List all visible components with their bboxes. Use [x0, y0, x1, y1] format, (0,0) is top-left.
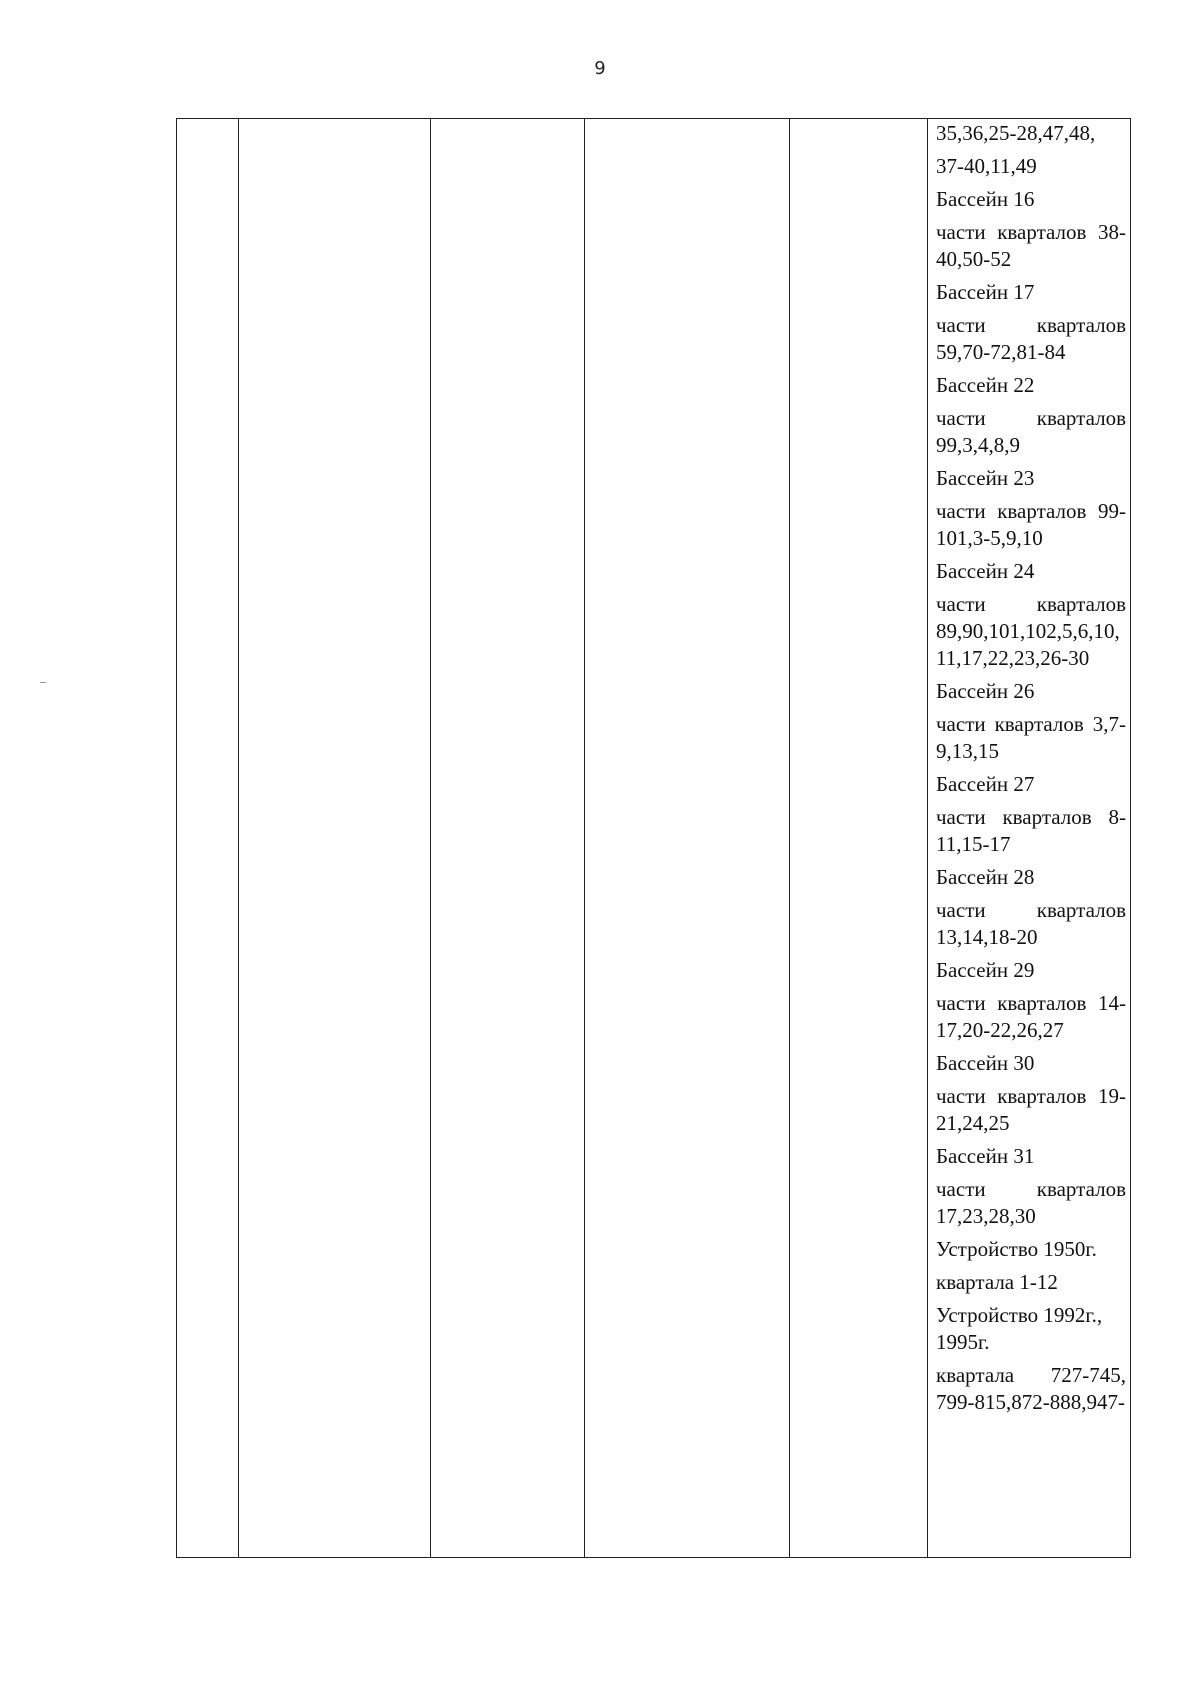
column-divider: [584, 119, 585, 1557]
cell-entry: 35,36,25-28,47,48,: [936, 121, 1096, 145]
cell-entry: Бассейн 22: [936, 373, 1035, 397]
cell-entry: части кварталов 14-17,20-22,26,27: [936, 991, 1126, 1042]
column-divider: [238, 119, 239, 1557]
cell-entry: 37-40,11,49: [936, 154, 1037, 178]
last-column-cell: [936, 120, 1126, 1422]
cell-entry: Бассейн 28: [936, 865, 1035, 889]
cell-entry: Бассейн 24: [936, 559, 1035, 583]
cell-entry: Бассейн 31: [936, 1144, 1035, 1168]
cell-entry: Бассейн 27: [936, 772, 1035, 796]
cell-entry: Бассейн 30: [936, 1051, 1035, 1075]
cell-entry: Устройство 1992г., 1995г.: [936, 1303, 1103, 1354]
cell-entry: части кварталов 3,7-9,13,15: [936, 712, 1126, 763]
cell-entry: Устройство 1950г.: [936, 1237, 1097, 1261]
cell-entry: Бассейн 17: [936, 280, 1035, 304]
cell-entry: части кварталов 59,70-72,81-84: [936, 313, 1126, 364]
scan-mark: [40, 682, 46, 683]
column-divider: [789, 119, 790, 1557]
cell-entry: части кварталов 8-11,15-17: [936, 805, 1126, 856]
cell-entry: части кварталов 38-40,50-52: [936, 220, 1126, 271]
cell-entry: Бассейн 29: [936, 958, 1035, 982]
cell-entry: квартала 1-12: [936, 1270, 1058, 1294]
cell-entry: части кварталов 19-21,24,25: [936, 1084, 1126, 1135]
column-divider: [927, 119, 928, 1557]
cell-entry: части кварталов 89,90,101,102,5,6,10, 11,17,22,23,26-30: [936, 592, 1126, 670]
cell-entry: части кварталов 99-101,3-5,9,10: [936, 499, 1126, 550]
cell-entry: части кварталов 99,3,4,8,9: [936, 406, 1126, 457]
cell-entry: Бассейн 16: [936, 187, 1035, 211]
cell-entry: части кварталов 13,14,18-20: [936, 898, 1126, 949]
column-divider: [430, 119, 431, 1557]
cell-entry: квартала 727-745, 799-815,872-888,947-: [936, 1363, 1126, 1414]
page-number: 9: [594, 58, 606, 79]
cell-entry: Бассейн 23: [936, 466, 1035, 490]
cell-entry: Бассейн 26: [936, 679, 1035, 703]
cell-entry: части кварталов 17,23,28,30: [936, 1177, 1126, 1228]
